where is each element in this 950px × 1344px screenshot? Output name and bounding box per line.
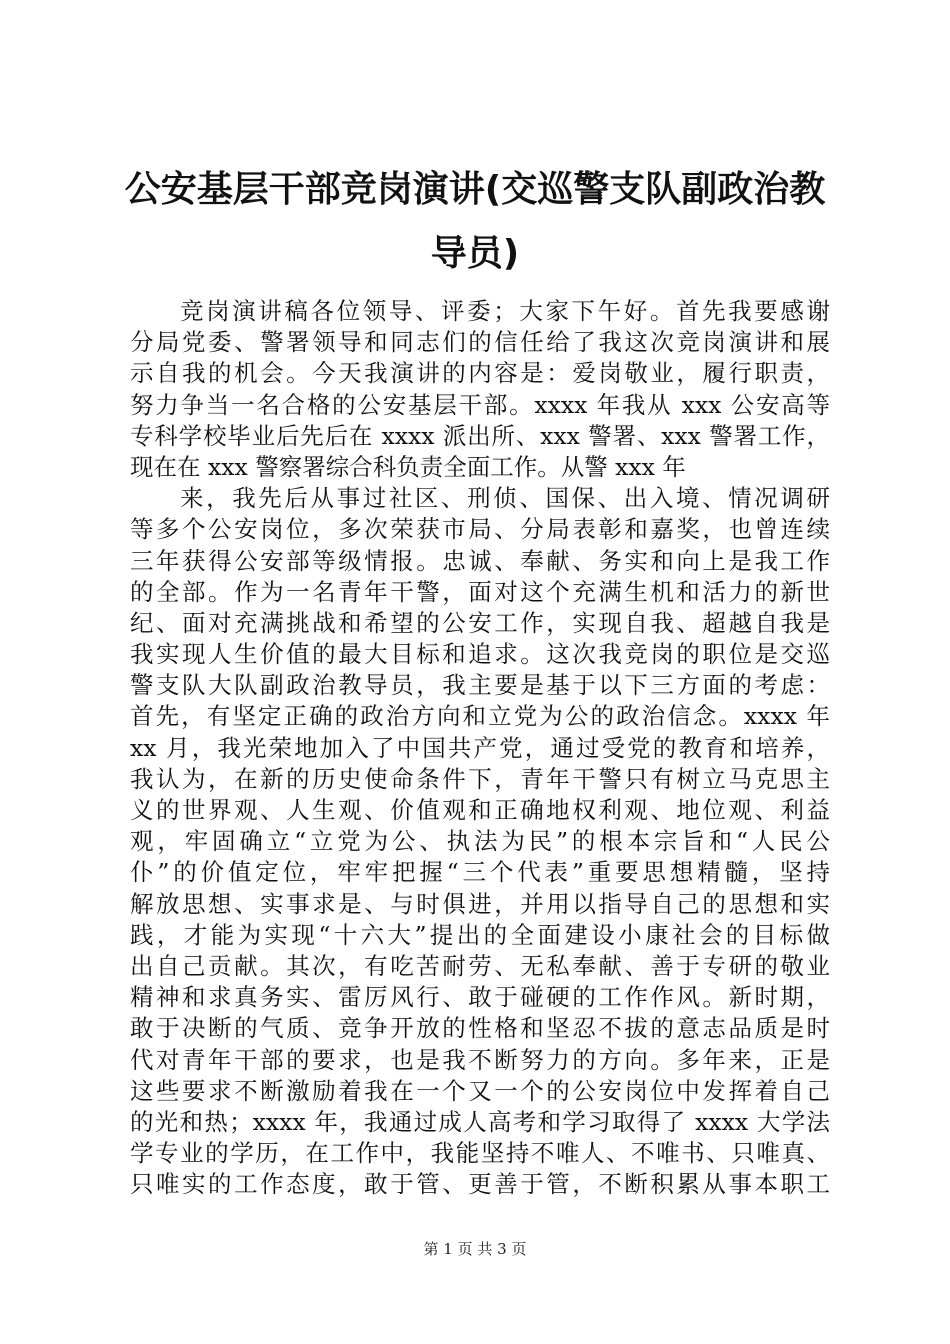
paragraph xyxy=(130,296,830,483)
paragraph-line: 我认为，在新的历史使命条件下，青年干警只有树立马克思主 xyxy=(130,764,830,793)
paragraph-line: xx 月，我光荣地加入了中国共产党，通过受党的教育和培养， xyxy=(130,733,830,762)
paragraph-line: 竞岗演讲稿各位领导、评委；大家下午好。首先我要感谢 xyxy=(180,297,830,325)
paragraph-line: 专科学校毕业后先后在 xxxx 派出所、xxx 警署、xxx 警署工作， xyxy=(130,421,830,450)
paragraph-line: 这些要求不断激励着我在一个又一个的公安岗位中发挥着自己 xyxy=(130,1076,830,1105)
paragraph-line: 等多个公安岗位，多次荣获市局、分局表彰和嘉奖，也曾连续 xyxy=(130,515,830,544)
paragraph-line: 解放思想、实事求是、与时俱进，并用以指导自己的思想和实 xyxy=(130,889,830,918)
paragraph-line: 纪、面对充满挑战和希望的公安工作，实现自我、超越自我是 xyxy=(130,608,830,637)
paragraph-line: 观，牢固确立“立党为公、执法为民”的根本宗旨和“人民公 xyxy=(130,827,830,856)
paragraph-line: 三年获得公安部等级情报。忠诚、奉献、务实和向上是我工作 xyxy=(130,546,830,575)
paragraph-line: 来，我先后从事过社区、刑侦、国保、出入境、情况调研 xyxy=(180,484,830,513)
paragraph-line: 敢于决断的气质、竞争开放的性格和坚忍不拔的意志品质是时 xyxy=(130,1014,830,1043)
document-body xyxy=(130,296,830,1200)
paragraph-line: 精神和求真务实、雷厉风行、敢于碰硬的工作作风。新时期， xyxy=(130,983,830,1012)
paragraph xyxy=(130,483,830,1200)
paragraph-line: 学专业的学历，在工作中，我能坚持不唯人、不唯书、只唯真、 xyxy=(130,1139,830,1168)
page-footer: 第 1 页 共 3 页 xyxy=(423,1240,527,1258)
paragraph-line: 示自我的机会。今天我演讲的内容是：爱岗敬业，履行职责， xyxy=(130,359,830,388)
paragraph-line: 首先，有坚定正确的政治方向和立党为公的政治信念。xxxx 年 xyxy=(130,702,830,731)
paragraph-line: 警支队大队副政治教导员，我主要是基于以下三方面的考虑： xyxy=(130,671,830,700)
paragraph-line: 努力争当一名合格的公安基层干部。xxxx 年我从 xxx 公安高等 xyxy=(130,390,830,419)
paragraph-line: 出自己贡献。其次，有吃苦耐劳、无私奉献、善于专研的敬业 xyxy=(130,951,830,980)
paragraph-line: 的全部。作为一名青年干警，面对这个充满生机和活力的新世 xyxy=(130,577,830,606)
document-title: 公安基层干部竞岗演讲(交巡警支队副政治教导员) xyxy=(124,169,826,274)
paragraph-line: 仆”的价值定位，牢牢把握“三个代表”重要思想精髓，坚持 xyxy=(130,858,830,887)
paragraph-line: 义的世界观、人生观、价值观和正确地权利观、地位观、利益 xyxy=(130,796,830,824)
paragraph-line: 践，才能为实现“十六大”提出的全面建设小康社会的目标做 xyxy=(130,920,830,949)
paragraph-line: 分局党委、警署领导和同志们的信任给了我这次竞岗演讲和展 xyxy=(130,328,830,357)
paragraph-line: 代对青年干部的要求，也是我不断努力的方向。多年来，正是 xyxy=(130,1045,830,1074)
paragraph-line: 只唯实的工作态度，敢于管、更善于管，不断积累从事本职工 xyxy=(130,1170,830,1199)
paragraph-line: 我实现人生价值的最大目标和追求。这次我竞岗的职位是交巡 xyxy=(130,640,830,669)
paragraph-line: 现在在 xxx 警察署综合科负责全面工作。从警 xxx 年 xyxy=(130,452,686,481)
paragraph-line: 的光和热；xxxx 年，我通过成人高考和学习取得了 xxxx 大学法 xyxy=(130,1107,830,1136)
